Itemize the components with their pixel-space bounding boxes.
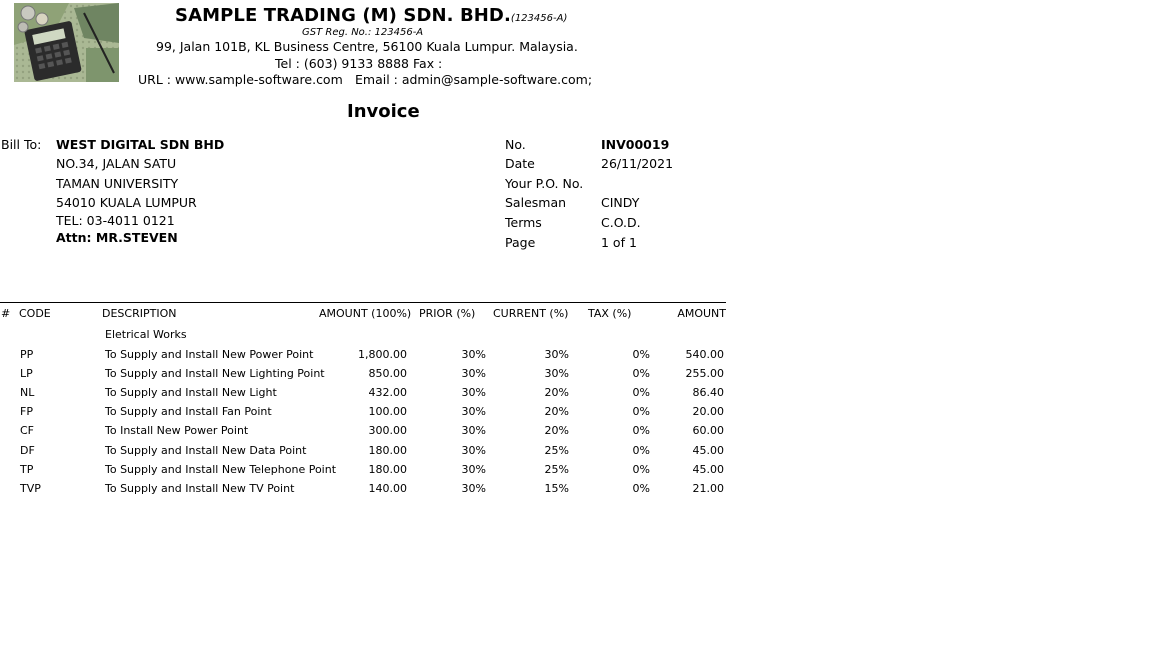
meta-value-salesman: CINDY <box>601 195 640 210</box>
row-description: To Supply and Install New Data Point <box>105 444 307 457</box>
row-tax: 0% <box>632 367 650 380</box>
row-amount-100: 140.00 <box>368 482 407 495</box>
row-tax: 0% <box>632 348 650 361</box>
row-amount: 45.00 <box>692 444 724 457</box>
bill-to-attn: Attn: MR.STEVEN <box>56 230 178 245</box>
row-description: To Supply and Install New TV Point <box>105 482 295 495</box>
row-prior: 30% <box>461 367 486 380</box>
row-description: To Supply and Install Fan Point <box>105 405 272 418</box>
group-title: Eletrical Works <box>105 328 187 341</box>
company-url: URL : www.sample-software.com <box>138 72 343 87</box>
row-description: To Supply and Install New Lighting Point <box>105 367 325 380</box>
row-current: 20% <box>544 424 569 437</box>
meta-label-date: Date <box>505 156 535 171</box>
company-name <box>175 5 567 26</box>
meta-label-page: Page <box>505 235 536 250</box>
row-amount-100: 850.00 <box>368 367 407 380</box>
row-amount-100: 180.00 <box>368 463 407 476</box>
bill-to-address-line: NO.34, JALAN SATU <box>56 156 177 171</box>
meta-label-terms: Terms <box>505 215 542 230</box>
row-amount-100: 100.00 <box>368 405 407 418</box>
col-header-tax: TAX (%) <box>588 307 632 320</box>
bill-to-name: WEST DIGITAL SDN BHD <box>56 137 225 152</box>
row-prior: 30% <box>461 386 486 399</box>
bill-to-tel: TEL: 03-4011 0121 <box>56 213 175 228</box>
col-header-description: DESCRIPTION <box>102 307 177 320</box>
bill-to-label: Bill To: <box>1 137 42 152</box>
row-code: PP <box>20 348 34 361</box>
row-amount-100: 300.00 <box>368 424 407 437</box>
row-tax: 0% <box>632 444 650 457</box>
row-prior: 30% <box>461 424 486 437</box>
row-current: 20% <box>544 405 569 418</box>
row-current: 25% <box>544 463 569 476</box>
table-header-rule <box>0 302 726 303</box>
row-tax: 0% <box>632 405 650 418</box>
row-code: TP <box>20 463 34 476</box>
meta-label-salesman: Salesman <box>505 195 567 210</box>
row-prior: 30% <box>461 482 486 495</box>
meta-value-terms: C.O.D. <box>601 215 641 230</box>
row-amount: 60.00 <box>692 424 724 437</box>
row-amount: 20.00 <box>692 405 724 418</box>
row-amount: 540.00 <box>685 348 724 361</box>
col-header-code: CODE <box>19 307 51 320</box>
row-current: 15% <box>544 482 569 495</box>
company-logo-image <box>14 3 119 82</box>
col-header-amount-100: AMOUNT (100%) <box>319 307 412 320</box>
row-prior: 30% <box>461 348 486 361</box>
col-header-current: CURRENT (%) <box>493 307 569 320</box>
row-code: FP <box>20 405 33 418</box>
row-amount: 86.40 <box>692 386 724 399</box>
col-header-prior: PRIOR (%) <box>419 307 476 320</box>
col-header-num: # <box>1 307 11 320</box>
row-prior: 30% <box>461 405 486 418</box>
col-header-amount: AMOUNT <box>677 307 726 320</box>
bill-to-address-line: TAMAN UNIVERSITY <box>56 176 179 191</box>
row-code: CF <box>20 424 35 437</box>
meta-value-no: INV00019 <box>601 137 670 152</box>
row-amount: 255.00 <box>685 367 724 380</box>
row-tax: 0% <box>632 424 650 437</box>
gst-reg-no: GST Reg. No.: 123456-A <box>302 27 424 38</box>
meta-value-date: 26/11/2021 <box>601 156 674 171</box>
row-code: LP <box>20 367 33 380</box>
row-code: NL <box>20 386 35 399</box>
row-description: To Supply and Install New Power Point <box>105 348 314 361</box>
row-current: 30% <box>544 348 569 361</box>
row-description: To Install New Power Point <box>105 424 249 437</box>
meta-label-no: No. <box>505 137 526 152</box>
meta-label-po: Your P.O. No. <box>505 176 584 191</box>
row-prior: 30% <box>461 463 486 476</box>
meta-value-page: 1 of 1 <box>601 235 637 250</box>
company-tel-fax: Tel : (603) 9133 8888 Fax : <box>275 56 443 71</box>
row-current: 20% <box>544 386 569 399</box>
row-current: 30% <box>544 367 569 380</box>
row-current: 25% <box>544 444 569 457</box>
row-amount-100: 180.00 <box>368 444 407 457</box>
row-code: TVP <box>20 482 41 495</box>
invoice-title: Invoice <box>347 101 420 122</box>
row-tax: 0% <box>632 386 650 399</box>
company-address: 99, Jalan 101B, KL Business Centre, 56100 Kuala Lumpur. Malaysia. <box>156 39 578 54</box>
company-email: Email : admin@sample-software.com; <box>355 72 593 87</box>
company-name-text: SAMPLE TRADING (M) SDN. BHD. <box>175 5 511 26</box>
row-description: To Supply and Install New Light <box>105 386 277 399</box>
row-prior: 30% <box>461 444 486 457</box>
row-description: To Supply and Install New Telephone Point <box>105 463 337 476</box>
row-code: DF <box>20 444 35 457</box>
bill-to-address-line: 54010 KUALA LUMPUR <box>56 195 197 210</box>
row-amount: 45.00 <box>692 463 724 476</box>
row-amount: 21.00 <box>692 482 724 495</box>
row-amount-100: 1,800.00 <box>358 348 407 361</box>
row-tax: 0% <box>632 482 650 495</box>
row-amount-100: 432.00 <box>368 386 407 399</box>
company-reg-no: (123456-A) <box>510 13 568 24</box>
row-tax: 0% <box>632 463 650 476</box>
